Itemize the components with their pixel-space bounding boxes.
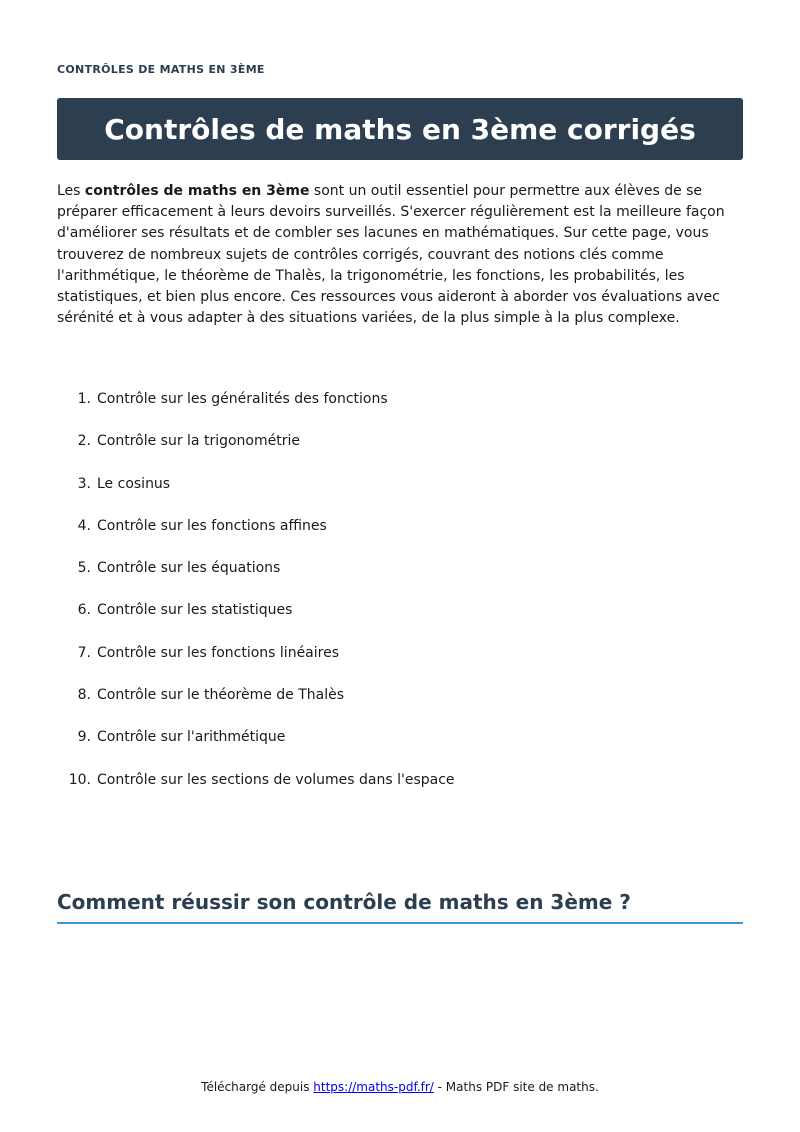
toc-item-label[interactable]: Contrôle sur l'arithmétique	[97, 729, 286, 746]
toc-item-label[interactable]: Contrôle sur le théorème de Thalès	[97, 687, 345, 704]
table-of-contents	[57, 391, 743, 814]
toc-item-number: 10.	[68, 771, 91, 788]
toc-item-number: 7.	[77, 644, 91, 661]
page-title: Contrôles de maths en 3ème corrigés	[104, 112, 696, 146]
toc-item-label[interactable]: Contrôle sur les sections de volumes dans l'espace	[97, 771, 455, 788]
footer-link[interactable]: https://maths-pdf.fr/	[313, 1080, 434, 1094]
toc-item-label[interactable]: Contrôle sur les généralités des fonctions	[97, 391, 388, 407]
toc-item[interactable]	[57, 433, 743, 475]
toc-item-number: 6.	[77, 602, 91, 619]
toc-item-number: 5.	[77, 560, 91, 577]
toc-item-label[interactable]: Contrôle sur les statistiques	[97, 602, 293, 619]
footer-prefix: Téléchargé depuis	[201, 1080, 314, 1094]
toc-item[interactable]	[57, 518, 743, 560]
intro-paragraph	[57, 181, 743, 329]
toc-item[interactable]	[57, 645, 743, 687]
toc-item-label[interactable]: Le cosinus	[97, 475, 171, 492]
toc-item-label[interactable]: Contrôle sur les fonctions affines	[97, 517, 327, 534]
toc-item[interactable]	[57, 391, 743, 433]
toc-item-number: 4.	[77, 517, 91, 534]
intro-text-start: Les	[57, 183, 85, 199]
breadcrumb: CONTRÔLES DE MATHS EN 3ÈME	[57, 63, 265, 76]
toc-item[interactable]	[57, 687, 743, 729]
toc-item[interactable]	[57, 602, 743, 644]
footer	[0, 1080, 800, 1094]
section-heading: Comment réussir son contrôle de maths en 3ème ?	[57, 890, 743, 924]
document-page	[57, 0, 743, 1132]
toc-item-number: 1.	[77, 391, 91, 407]
intro-text-rest: sont un outil essentiel pour permettre aux élèves de se préparer efficacement à leurs devoirs surveillés. S'exercer régulièrement est la meilleure façon d'améliorer ses résultats et de combler ses lacunes en mathématiques. Sur cette page, vous trouverez de nombreux sujets de contrôles corrigés, couvrant des notions clés comme l'arithmétique, le théorème de Thalès, la trigonométrie, les fonctions, les probabilités, les statistiques, et bien plus encore. Ces ressources vous aideront à aborder vos évaluations avec sérénité et à vous adapter à des situations variées, de la plus simple à la plus complexe.	[57, 183, 725, 327]
intro-bold-keyword: contrôles de maths en 3ème	[84, 183, 310, 199]
title-banner	[57, 98, 743, 160]
toc-item-label[interactable]: Contrôle sur les équations	[97, 560, 281, 577]
toc-item-number: 2.	[77, 433, 91, 450]
toc-item[interactable]	[57, 772, 743, 814]
toc-item-number: 3.	[77, 475, 91, 492]
footer-suffix: - Maths PDF site de maths.	[433, 1080, 599, 1094]
toc-item-label[interactable]: Contrôle sur la trigonométrie	[97, 433, 300, 450]
toc-item-label[interactable]: Contrôle sur les fonctions linéaires	[97, 644, 340, 661]
toc-item[interactable]	[57, 729, 743, 771]
toc-item[interactable]	[57, 476, 743, 518]
toc-item-number: 8.	[77, 687, 91, 704]
toc-item-number: 9.	[77, 729, 91, 746]
toc-item[interactable]	[57, 560, 743, 602]
